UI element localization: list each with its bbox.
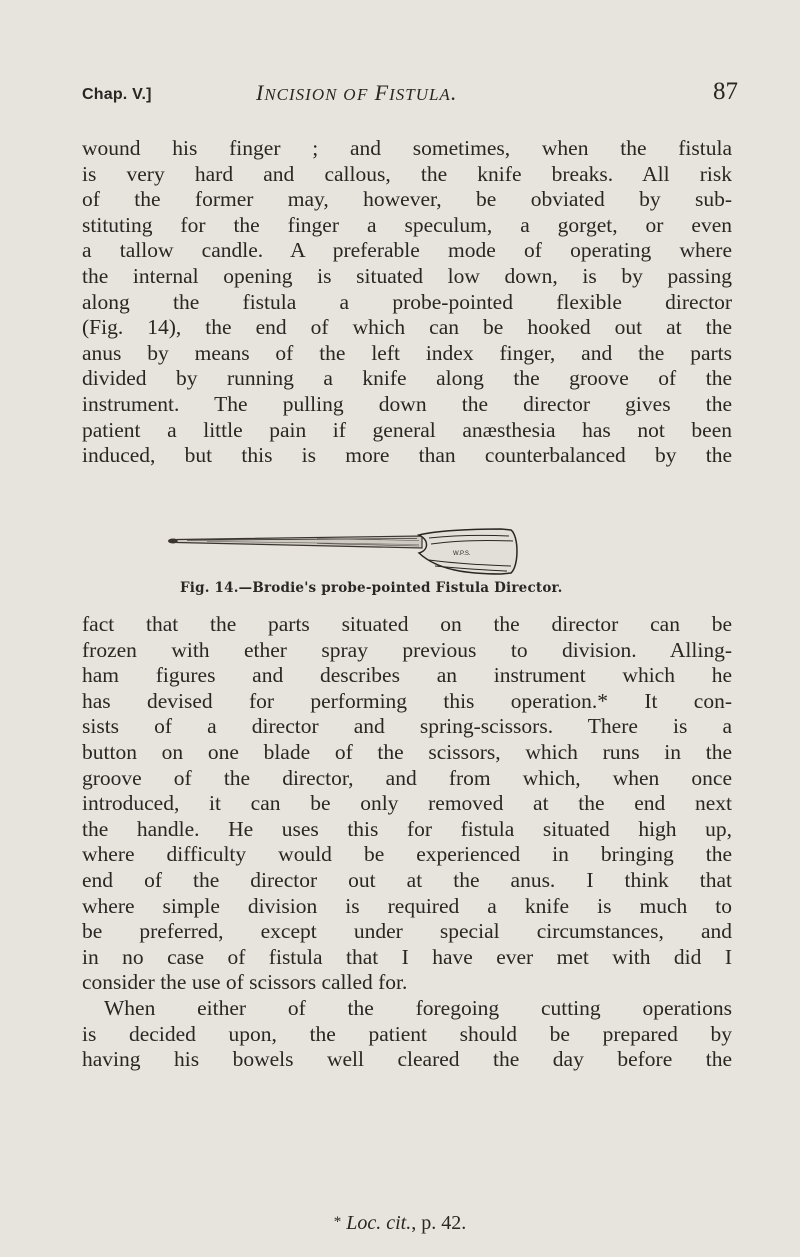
- text-line: frozen with ether spray previous to division. Alling-: [82, 637, 732, 662]
- chapter-label: Chap. V.]: [82, 86, 152, 103]
- text-line: is decided upon, the patient should be prepared by: [82, 1021, 732, 1046]
- text-line: is very hard and callous, the knife breaks. All risk: [82, 161, 732, 186]
- figure-14: [82, 526, 732, 582]
- text-line: where simple division is required a knife is much to: [82, 893, 732, 918]
- footnote-citation: Loc. cit.: [346, 1212, 412, 1234]
- text-line: having his bowels well cleared the day before the: [82, 1047, 732, 1072]
- running-title: INCISION OF FISTULA.: [256, 80, 458, 105]
- text-line: divided by running a knife along the groove of the: [82, 366, 732, 391]
- text-line: end of the director out at the anus. I think that: [82, 867, 732, 892]
- text-line: When either of the foregoing cutting operations: [104, 995, 732, 1020]
- paragraph-1: [82, 136, 732, 469]
- text-line: where difficulty would be experienced in bringing the: [82, 842, 732, 867]
- running-header: [82, 76, 738, 110]
- text-line: instrument. The pulling down the director gives the: [82, 391, 732, 416]
- page-number: 87: [713, 78, 738, 105]
- text-line: patient a little pain if general anæsthesia has not been: [82, 417, 732, 442]
- text-line: ham figures and describes an instrument which he: [82, 663, 732, 688]
- footnote-marker: *: [333, 1214, 342, 1230]
- text-line: wound his finger ; and sometimes, when the fistula: [82, 136, 732, 160]
- text-line: a tallow candle. A preferable mode of operating where: [82, 238, 732, 263]
- text-line: stituting for the finger a speculum, a gorget, or even: [82, 212, 732, 237]
- text-line: consider the use of scissors called for.: [82, 970, 408, 995]
- director-shaft: [177, 536, 422, 548]
- engraver-mark: W.P.S.: [453, 551, 471, 557]
- text-line: anus by means of the left index finger, and the parts: [82, 340, 732, 365]
- text-line: in no case of fistula that I have ever met with did I: [82, 944, 732, 969]
- text-line: groove of the director, and from which, when once: [82, 765, 732, 790]
- footnote: [0, 1212, 800, 1235]
- paragraph-2: [82, 612, 732, 1073]
- text-line: fact that the parts situated on the director can be: [82, 612, 732, 636]
- text-line: button on one blade of the scissors, which runs in the: [82, 739, 732, 764]
- fistula-director-illustration: [167, 526, 527, 576]
- text-line: sists of a director and spring-scissors. There is a: [82, 714, 732, 739]
- text-line: the internal opening is situated low down, is by passing: [82, 263, 732, 288]
- footnote-page-ref: , p. 42.: [411, 1212, 467, 1234]
- text-line: introduced, it can be only removed at the end next: [82, 791, 732, 816]
- text-line: (Fig. 14), the end of which can be hooked out at the: [82, 315, 732, 340]
- text-line: has devised for performing this operation.* It con-: [82, 688, 732, 713]
- text-line: the handle. He uses this for fistula situated high up,: [82, 816, 732, 841]
- figure-caption: Fig. 14.—Brodie's probe-pointed Fistula Director.: [180, 580, 563, 596]
- text-line: induced, but this is more than counterbalanced by the: [82, 443, 732, 468]
- text-line: of the former may, however, be obviated by sub-: [82, 187, 732, 212]
- text-line: be preferred, except under special circumstances, and: [82, 919, 732, 944]
- text-line: along the fistula a probe-pointed flexible director: [82, 289, 732, 314]
